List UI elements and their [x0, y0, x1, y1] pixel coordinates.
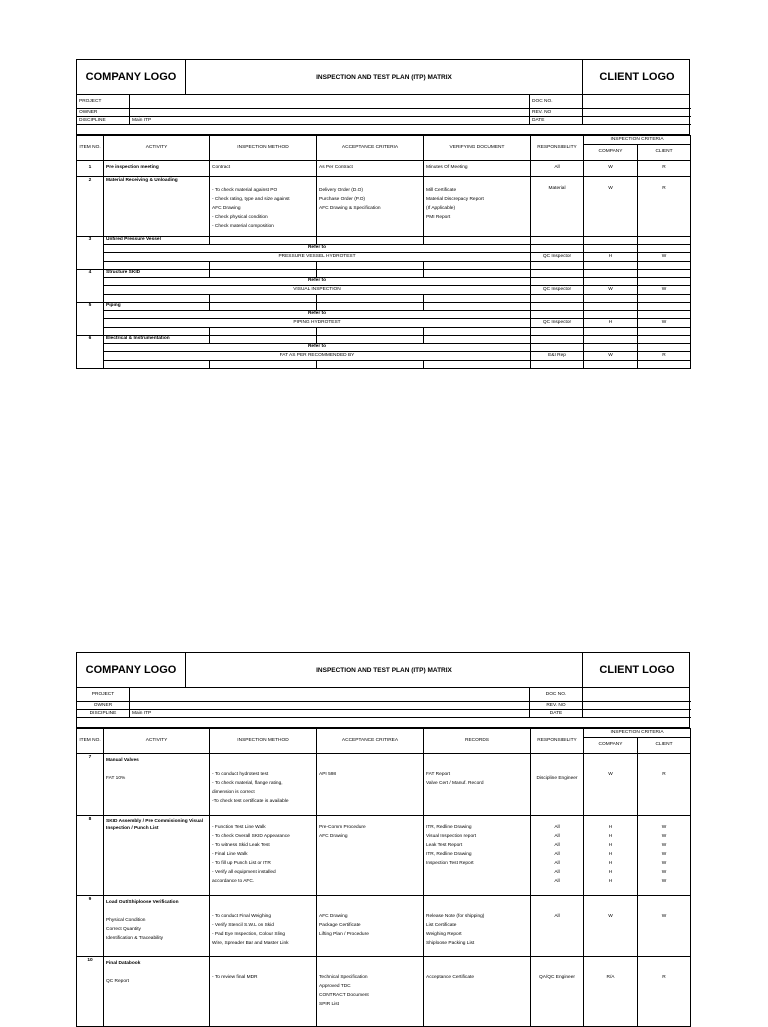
table-row — [77, 161, 691, 177]
itp-sheet-1 — [76, 59, 690, 369]
verifying-document: Minutes Of Meeting — [424, 161, 531, 177]
meta-block — [76, 688, 690, 718]
item-no: 3 — [88, 237, 92, 243]
spacer-row — [76, 125, 690, 135]
project-label: PROJECT — [77, 688, 130, 702]
client-logo: CLIENT LOGO — [599, 71, 675, 83]
col-acceptance: ACCEPTANCE CRITERIA — [317, 136, 424, 161]
col-inspection-criteria: INSPECTION CRITERIA — [584, 729, 691, 738]
company-criteria: H — [584, 253, 638, 262]
col-item-no: ITEM NO. — [77, 729, 104, 754]
section-row — [77, 303, 691, 311]
activity: Material Receiving & Unloading — [106, 178, 178, 183]
activity: Structure SKID — [106, 270, 141, 276]
company-criteria: W — [584, 352, 638, 361]
responsibility: QC Inspector — [531, 286, 584, 295]
col-company: COMPANY — [584, 738, 638, 754]
records: Acceptance Certificate — [424, 957, 531, 1027]
acceptance-criteria: AFC Drawing Package Certificate Lifting Plan / Procedure — [317, 896, 424, 957]
rev-no-label: REV. NO — [530, 702, 583, 710]
client-criteria: W — [638, 896, 691, 957]
activity: SKID Assembly / Pre Commisioning Visual Inspection / Punch List — [104, 816, 210, 896]
item-no: 2 — [88, 178, 92, 183]
table-row — [77, 816, 691, 896]
col-company: COMPANY — [584, 145, 638, 161]
client-criteria: W — [638, 253, 691, 262]
client-logo: CLIENT LOGO — [599, 664, 675, 676]
item-no: 1 — [88, 165, 92, 171]
date-value — [583, 710, 691, 718]
owner-label: OWNER — [77, 702, 130, 710]
activity: Piping — [106, 303, 121, 309]
col-inspection-criteria: INSPECTION CRITERIA — [584, 136, 691, 145]
itp-sheet-2 — [76, 652, 690, 1027]
date-label: DATE — [530, 710, 583, 718]
item-no: 4 — [88, 270, 92, 276]
activity: Manual Valves FAT 10% — [104, 754, 210, 816]
section-row — [77, 336, 691, 344]
table-row — [77, 896, 691, 957]
doc-no-label: DOC NO. — [530, 688, 583, 702]
document-title: INSPECTION AND TEST PLAN (ITP) MATRIX — [185, 653, 583, 687]
table-row — [77, 957, 691, 1027]
doc-no-label: DOC NO. — [530, 95, 583, 109]
table-row — [77, 754, 691, 816]
refer-procedure: VISUAL INSPECTION — [104, 286, 531, 295]
refer-to: Refer to — [307, 311, 327, 317]
doc-no-value — [583, 688, 691, 702]
client-criteria: R — [638, 352, 691, 361]
section-row — [77, 270, 691, 278]
refer-to: Refer to — [307, 245, 327, 251]
owner-value — [130, 109, 530, 117]
company-criteria: W — [584, 161, 638, 177]
sheet-header — [76, 59, 690, 95]
itp-table — [76, 135, 691, 369]
discipline-label: DISCIPLINE — [77, 710, 130, 718]
acceptance-criteria: Pre-Comm Procedure AFC Drawing — [317, 816, 424, 896]
col-responsibility: RESPONSIBILITY — [531, 136, 584, 161]
acceptance-criteria: Technical Specification Approved TDC CONTRACT Document SPIR List — [317, 957, 424, 1027]
inspection-method: - To check material against PO - Check rating, type and size against AFC Drawing - Check physical condition - Check material composition — [210, 177, 317, 237]
col-records: VERIFYING DOCUMENT — [424, 136, 531, 161]
rev-no-label: REV. NO — [530, 109, 583, 117]
activity: Final Databook QC Report — [104, 957, 210, 1027]
client-criteria: W W W W W W W — [638, 816, 691, 896]
responsibility: QC Inspector — [531, 319, 584, 328]
owner-value — [130, 702, 530, 710]
records: ITR, Redline Drawing Visual Inspection report Leak Test Report ITR, Redline Drawing Inspection Test Report — [424, 816, 531, 896]
rev-no-value — [583, 702, 691, 710]
company-criteria: W — [584, 754, 638, 816]
client-criteria: R — [638, 957, 691, 1027]
meta-block — [76, 95, 690, 125]
col-activity: ACTIVITY — [104, 729, 210, 754]
responsibility: Material — [531, 177, 584, 237]
client-criteria: R — [638, 754, 691, 816]
inspection-method: - To conduct Final Weighing - Verify Stencil S.W.L on Skid - Pad Eye Inspection, Colour Sling Wire, Spreader Bar and Master Link — [210, 896, 317, 957]
client-criteria: R — [638, 177, 691, 237]
responsibility: All — [531, 161, 584, 177]
company-criteria: R/A — [584, 957, 638, 1027]
project-label: PROJECT — [77, 95, 130, 109]
company-criteria: W — [584, 286, 638, 295]
company-criteria: H — [584, 319, 638, 328]
col-responsibility: RESPONSIBILITY — [531, 729, 584, 754]
project-value — [130, 95, 530, 109]
refer-procedure: PIPING HYDROTEST — [104, 319, 531, 328]
section-row — [77, 237, 691, 245]
responsibility: All — [531, 896, 584, 957]
col-client: CLIENT — [638, 145, 691, 161]
item-no: 7 — [88, 755, 92, 760]
company-criteria: W — [584, 896, 638, 957]
company-logo: COMPANY LOGO — [85, 664, 177, 676]
col-item-no: ITEM NO. — [77, 136, 104, 161]
company-logo: COMPANY LOGO — [85, 71, 177, 83]
acceptance-criteria: API 598 — [317, 754, 424, 816]
date-label: DATE — [530, 117, 583, 125]
item-no: 6 — [88, 336, 92, 342]
records: FAT Report Valve Cert / Manuf. Record — [424, 754, 531, 816]
table-row — [77, 177, 691, 237]
col-records: RECORDS — [424, 729, 531, 754]
spacer-row — [76, 718, 690, 728]
activity: Electrical & Instrumentation — [106, 336, 170, 342]
document-title: INSPECTION AND TEST PLAN (ITP) MATRIX — [185, 60, 583, 94]
doc-no-value — [583, 95, 691, 109]
inspection-method: - Function Test Line Walk - To check Overall SKID Appearance - To witness Skid Leak Test - Final Line Walk - To fill up Punch List or ITR - Verify all equipment installed accordance to AFC. — [210, 816, 317, 896]
project-value — [130, 688, 530, 702]
sheet-header — [76, 652, 690, 688]
company-criteria: H H H H H H H — [584, 816, 638, 896]
verifying-document: Mill Certificate Material Discrepacy Report (If Applicable) PMI Report — [424, 177, 531, 237]
discipline-value: Main ITP — [130, 710, 530, 718]
inspection-method: Contract — [210, 161, 317, 177]
inspection-method: - To review final MDR — [210, 957, 317, 1027]
col-inspection-method: INSPECTION METHOD — [210, 136, 317, 161]
client-criteria: R — [638, 161, 691, 177]
responsibility: QC Inspector — [531, 253, 584, 262]
discipline-value: Main ITP — [130, 117, 530, 125]
rev-no-value — [583, 109, 691, 117]
records: Release Note (for shipping) List Certificate Weighing Report Shiploose Packing List — [424, 896, 531, 957]
itp-table — [76, 728, 691, 1027]
client-criteria: W — [638, 286, 691, 295]
client-criteria: W — [638, 319, 691, 328]
refer-procedure: FAT AS PER RECOMMENDED BY — [104, 352, 531, 361]
activity: Load Out/Shiploose Verification Physical Condition Correct Quantity Identification & Traceability — [104, 896, 210, 957]
responsibility: QA/QC Engineer — [531, 957, 584, 1027]
date-value — [583, 117, 691, 125]
refer-procedure: PRESSURE VESSEL HYDROTEST — [104, 253, 531, 262]
responsibility: Discipline Engineer — [531, 754, 584, 816]
item-no: 9 — [88, 897, 92, 902]
item-no: 8 — [88, 817, 92, 822]
responsibility: All All All All All All All — [531, 816, 584, 896]
col-activity: ACTIVITY — [104, 136, 210, 161]
acceptance-criteria: Delivery Order (D.O) Purchase Order (P.O) AFC Drawing & Specification — [317, 177, 424, 237]
company-criteria: W — [584, 177, 638, 237]
activity: Unfired Pressure Vessel — [106, 237, 161, 243]
col-inspection-method: INSPECTION METHOD — [210, 729, 317, 754]
owner-label: OWNER — [77, 109, 130, 117]
refer-to: Refer to — [307, 278, 327, 284]
discipline-label: DISCIPLINE — [77, 117, 130, 125]
acceptance-criteria: As Per Contract — [317, 161, 424, 177]
inspection-method: - To conduct hydrotest test - To check material, flange rating, dimension is correct -To check test certificate is available — [210, 754, 317, 816]
activity: Pre inspection meeting — [106, 165, 159, 171]
col-acceptance: ACCEPTANCE CRITIREA — [317, 729, 424, 754]
responsibility: E&I Rep — [531, 352, 584, 361]
item-no: 10 — [87, 958, 93, 963]
item-no: 5 — [88, 303, 92, 309]
col-client: CLIENT — [638, 738, 691, 754]
refer-to: Refer to — [307, 344, 327, 350]
